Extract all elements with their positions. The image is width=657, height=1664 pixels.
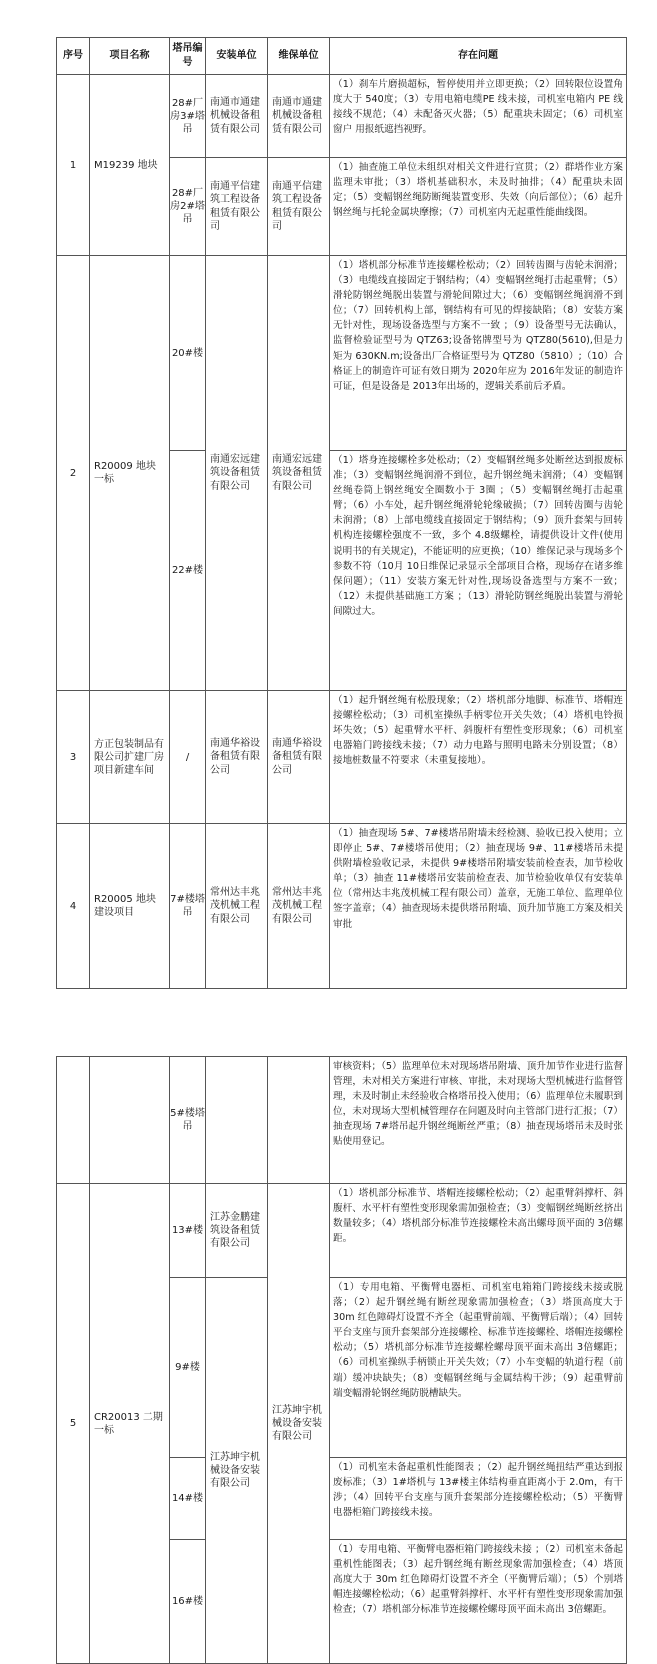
crane-cell: 14#楼: [170, 1458, 206, 1540]
seq-cell: 1: [57, 75, 90, 256]
project-cell: [90, 1057, 170, 1184]
table-header-row: [57, 38, 627, 75]
install-cell: 江苏坤宇机械设备安装有限公司: [206, 1278, 268, 1664]
table-row: [57, 691, 627, 824]
project-cell: R20009 地块一标: [90, 256, 170, 691]
maint-cell: 南通平信建筑工程设备租赁有限公司: [268, 158, 330, 256]
table-row: [57, 256, 627, 451]
header-seq: 序号: [57, 38, 90, 75]
install-cell: 南通平信建筑工程设备租赁有限公司: [206, 158, 268, 256]
issues-cell: （1）刹车片磨损超标，暂停使用并立即更换；（2）回转限位设置角度大于 540度；（3）专用电箱电缆PE 线未接，司机室电箱内 PE 线接线不规范；（4）未配备灭火器；（5）配重块未固定；（6）司机室窗户 用报纸遮挡视野。: [330, 75, 627, 158]
project-cell: CR20013 二期一标: [90, 1184, 170, 1664]
crane-cell: 5#楼塔吊: [170, 1057, 206, 1184]
issues-cell: （1）抽查施工单位未组织对相关文件进行宣贯；（2）群塔作业方案监理未审批；（3）塔机基础积水，未及时抽排；（4）配重块未固定；（5）变幅钢丝绳防断绳装置变形、失效（向后部位）；（6）起升钢丝绳与托轮金属块摩擦；（7）司机室内无起重性能曲线图。: [330, 158, 627, 256]
crane-cell: 9#楼: [170, 1278, 206, 1458]
issues-cell: （1）专用电箱、平衡臂电器柜箱门跨接线未接 ；（2）司机室未备起重机性能图表；（3）起升钢丝绳有断丝现象需加强检查；（4）塔顶高度大于 30m 红色障碍灯设置不齐全（平衡臂后端）；（5）个别塔帽连接螺栓松动；（6）起重臂斜撑杆、水平杆有塑性变形现象需加强检查；（7）塔机部分标准节连接螺栓螺母顶平面未高出 3倍螺距。: [330, 1540, 627, 1664]
header-install: 安装单位: [206, 38, 268, 75]
issues-cell: （1）塔身连接螺栓多处松动；（2）变幅钢丝绳多处断丝达到报废标准；（3）变幅钢丝绳润滑不到位，起升钢丝绳未润滑；（4）变幅钢丝绳卷筒上钢丝绳安全圈数小于 3圈 ；（5）变幅钢丝绳打击起重臂；（6）小车处，起升钢丝绳滑轮轮缘破损；（7）回转齿圈与齿轮未润滑；（8）上部电缆线直接固定于钢结构；（9）顶升套架与回转机构连接螺栓强度不一致，多个 4.8级螺栓，请提供设计文件(使用说明书的有关规定)，不能证明的应更换；（10）维保记录与现场多个参数不符（10月 10日维保记录显示全部项目合格，现场存在诸多维保问题）；（11）安装方案无针对性,现场设备选型与方案不一致；（12）未提供基础施工方案 ；（13）滑轮防钢丝绳脱出装置与滑轮间隙过大。: [330, 451, 627, 691]
issues-cell: （1）起升钢丝绳有松股现象；（2）塔机部分地脚、标准节、塔帽连接螺栓松动；（3）司机室操纵手柄零位开关失效；（4）塔机电铃损坏失效；（5）起重臂水平杆、斜腹杆有塑性变形现象；（6）司机室电器箱门跨接线未接；（7）动力电路与照明电路未分别设置；（8）接地桩数量不符要求（未重复接地）。: [330, 691, 627, 824]
header-maint: 维保单位: [268, 38, 330, 75]
install-cell: 南通华裕设备租赁有限公司: [206, 691, 268, 824]
issues-cell: （1）司机室未备起重机性能图表 ；（2）起升钢丝绳扭结严重达到报废标准；（3）1#塔机与 13#楼主体结构垂直距离小于 2.0m，有干涉；（4）回转平台支座与顶升套架部分连接螺栓松动；（5）平衡臂电器柜箱门跨接线未接。: [330, 1458, 627, 1540]
install-cell: 南通市通建机械设备租赁有限公司: [206, 75, 268, 158]
issues-cell: （1）专用电箱、平衡臂电器柜、司机室电箱箱门跨接线未接或脱落；（2）起升钢丝绳有断丝现象需加强检查；（3）塔顶高度大于 30m 红色障碍灯设置不齐全（起重臂前端、平衡臂后端）；（4）回转平台支座与顶升套架部分连接螺栓、标准节连接螺栓、塔帽连接螺栓松动；（5）塔机部分标准节连接螺栓螺母顶平面未高出 3倍螺距；（6）司机室操纵手柄锁止开关失效；（7）小车变幅的轨道行程（前端）缓冲块缺失；（8）变幅钢丝绳与金属结构干涉；（9）起重臂前端变幅滑轮钢丝绳防脱槽缺失。: [330, 1278, 627, 1458]
project-cell: 方正包装制品有限公司扩建厂房项目新建车间: [90, 691, 170, 824]
crane-cell: 13#楼: [170, 1184, 206, 1278]
maint-cell: 南通市通建机械设备租赁有限公司: [268, 75, 330, 158]
seq-cell: 4: [57, 824, 90, 989]
crane-cell: 28#厂房2#塔吊: [170, 158, 206, 256]
install-cell: 江苏金鹏建筑设备租赁有限公司: [206, 1184, 268, 1278]
install-cell: 常州达丰兆茂机械工程有限公司: [206, 824, 268, 989]
maint-cell: 南通宏远建筑设备租赁有限公司: [268, 256, 330, 691]
table-row: [57, 824, 627, 989]
seq-cell: 2: [57, 256, 90, 691]
maint-cell: 江苏坤宇机械设备安装有限公司: [268, 1184, 330, 1664]
crane-cell: /: [170, 691, 206, 824]
issues-cell: （1）抽查现场 5#、7#楼塔吊附墙未经检测、验收已投入使用；立即停止 5#、7#楼塔吊使用；（2）抽查现场 9#、11#楼塔吊未提供附墙检验收记录，未提供 9#楼塔吊附墙安装前检查表，加节检收单；（3）抽查 11#楼塔吊安装前检查表、加节检验收单仅有安装单位（常州达丰兆茂机械工程有限公司）盖章，无施工单位、监理单位签字盖章；（4）抽查现场未提供塔吊附墙、顶升加节施工方案及相关审批: [330, 824, 627, 989]
crane-cell: 20#楼: [170, 256, 206, 451]
maint-cell: 常州达丰兆茂机械工程有限公司: [268, 824, 330, 989]
header-issues: 存在问题: [330, 38, 627, 75]
table-row: [57, 1184, 627, 1278]
maint-cell: [268, 1057, 330, 1184]
project-cell: M19239 地块: [90, 75, 170, 256]
maint-cell: 南通华裕设备租赁有限公司: [268, 691, 330, 824]
header-crane: 塔吊编号: [170, 38, 206, 75]
issues-table-part1: [56, 37, 627, 989]
install-cell: [206, 1057, 268, 1184]
table-row: [57, 1057, 627, 1184]
crane-cell: 7#楼塔吊: [170, 824, 206, 989]
issues-cell: （1）塔机部分标准节、塔帽连接螺栓松动；（2）起重臂斜撑杆、斜腹杆、水平杆有塑性变形现象需加强检查；（3）变幅钢丝绳断丝挤出数量较多；（4）塔机部分标准节连接螺栓未高出螺母顶平面的 3倍螺距。: [330, 1184, 627, 1278]
seq-cell: 3: [57, 691, 90, 824]
header-project: 项目名称: [90, 38, 170, 75]
seq-cell: 5: [57, 1184, 90, 1664]
issues-cell: 审核资料；（5）监理单位未对现场塔吊附墙、顶升加节作业进行监督管理，未对相关方案进行审核、审批，未对现场大型机械进行监督管理，未及时制止未经验收合格塔吊投入使用；（6）监理单位未履职到位，未对现场大型机械管理存在问题及时向主管部门进行汇报；（7）抽查现场 7#塔吊起升钢丝绳断丝严重；（8）抽查现场塔吊未及时张贴使用登记。: [330, 1057, 627, 1184]
issues-table-part2: [56, 1056, 627, 1664]
crane-cell: 28#厂房3#塔吊: [170, 75, 206, 158]
seq-cell: [57, 1057, 90, 1184]
table-row: [57, 75, 627, 158]
crane-cell: 16#楼: [170, 1540, 206, 1664]
issues-cell: （1）塔机部分标准节连接螺栓松动；（2）回转齿圈与齿轮未润滑；（3）电缆线直接固定于钢结构；（4）变幅钢丝绳打击起重臂；（5）滑轮防钢丝绳脱出装置与滑轮间隙过大；（6）变幅钢丝绳润滑不到位；（7）回转机构上部，钢结构有可见的焊接缺陷；（8）安装方案无针对性，现场设备选型与方案不一致 ；（9）设备型号无法确认，监督检验证型号为 QTZ63;设备铭牌型号为 QTZ80(5610),但是力矩为 630KN.m;设备出厂合格证型号为 QTZ80（5810）;（10）合格证上的制造许可证有效日期为 2020年应为 2016年发证的制造许可证，但是设备是 2013年出场的，逻辑关系前后矛盾。: [330, 256, 627, 451]
project-cell: R20005 地块建设项目: [90, 824, 170, 989]
crane-cell: 22#楼: [170, 451, 206, 691]
install-cell: 南通宏远建筑设备租赁有限公司: [206, 256, 268, 691]
